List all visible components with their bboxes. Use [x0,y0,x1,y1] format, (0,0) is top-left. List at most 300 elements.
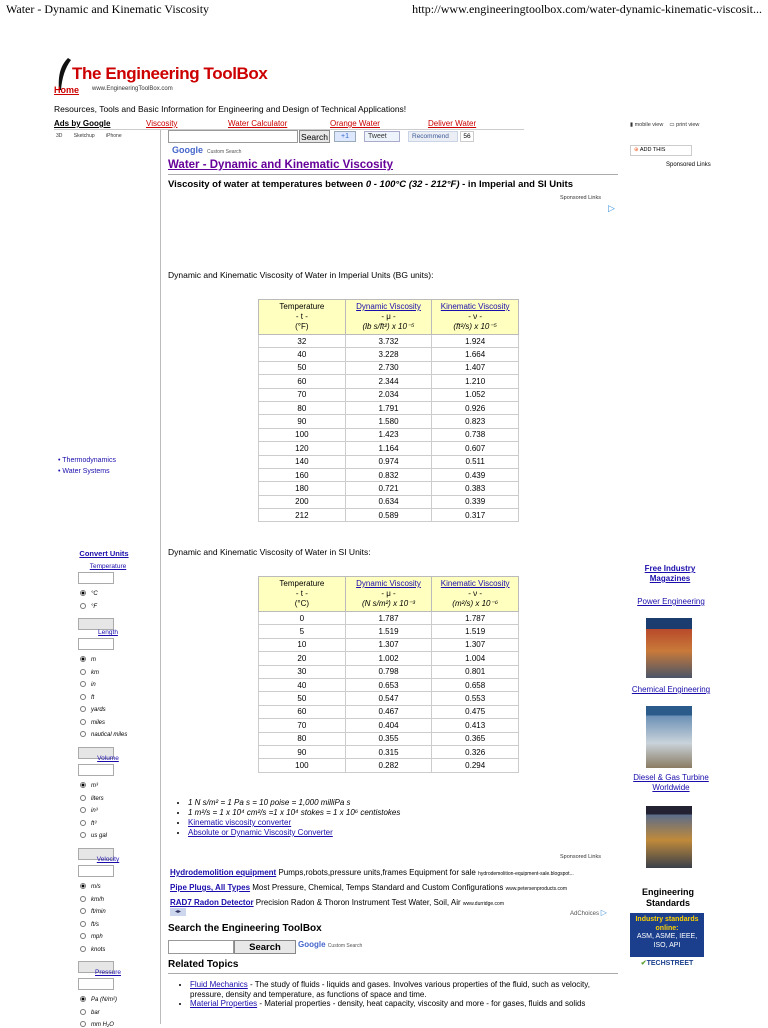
kinematic-viscosity-cell: 1.664 [432,348,519,361]
temperature-cell: 40 [259,678,346,691]
sponsored-links-label: Sponsored Links [666,162,711,168]
note-link-item [188,828,400,838]
logo-subtitle: www.EngineeringToolBox.com [92,86,173,92]
kinematic-viscosity-link[interactable]: Kinematic Viscosity [440,302,510,311]
dynamic-viscosity-cell: 0.315 [345,745,432,758]
dynamic-viscosity-link[interactable]: Dynamic Viscosity [356,579,421,588]
magazine-link-diesel-gas-turbine[interactable]: Diesel & Gas Turbine Worldwide [633,773,709,792]
temperature-cell: 70 [259,388,346,401]
power-engineering-cover[interactable] [646,618,692,678]
table-row [259,692,519,705]
unit-label: Pa (N/m²) [91,997,117,1003]
converter-label[interactable]: Velocity [96,856,120,863]
unit-label: miles [91,719,106,726]
mini-icon-row [56,133,132,139]
table-row [259,361,519,374]
3d-icon[interactable]: 3D [56,133,63,139]
diesel-gas-turbine-cover[interactable] [646,806,692,868]
heading-divider [168,174,618,175]
related-description: - The study of fluids - liquids and gases. Involves various properties of the fluid, such as velocity, pressure, density and temperature, as functions of space and time. [190,980,590,999]
converter-unit-option[interactable] [80,603,97,610]
converter-unit-option[interactable] [80,656,96,663]
radio-button[interactable] [80,820,86,826]
dynamic-viscosity-cell: 2.344 [345,375,432,388]
table-row [259,335,519,348]
table-row [259,638,519,651]
converter-label[interactable]: Volume [97,755,119,762]
table-row [259,495,519,508]
radio-button[interactable] [80,656,86,662]
custom-search-label: Custom Search [327,943,363,949]
header-unit: (ft²/s) x 10⁻⁵ [453,322,497,331]
radio-button[interactable] [80,908,86,914]
note-kinematic-units: • 1 m²/s = 1 x 10⁴ cm²/s =1 x 10⁴ stokes = 1 x 10⁶ centistokes [188,808,400,818]
converter-label[interactable]: Pressure [94,969,121,976]
temperature-cell: 90 [259,745,346,758]
ad-url[interactable]: hydrodemolition-equipment-sale.blogspot... [478,871,574,877]
search-toolbox-button[interactable]: Search [234,940,296,954]
subtitle-text: Viscosity of water at temperatures between [168,179,366,190]
ad-link-viscosity[interactable]: Viscosity [146,119,178,128]
temperature-cell: 0 [259,612,346,625]
kinematic-viscosity-cell: 0.294 [432,759,519,772]
related-link-fluid-mechanics[interactable]: Fluid Mechanics [190,980,248,989]
ad-nav-arrows-icon[interactable]: ◂▸ [170,908,186,916]
logo-title: The Engineering ToolBox [72,64,268,83]
search-button[interactable]: Search [299,130,330,143]
radio-button[interactable] [80,719,86,725]
col-dynamic-viscosity [345,577,432,612]
adchoices-text: AdChoices [570,911,600,917]
ad-text: Precision Radon & Thoron Instrument Test Water, Soil, Air [253,898,463,907]
converter-unit-option[interactable] [80,921,99,928]
temperature-cell: 120 [259,442,346,455]
recommend-count: 56 [460,131,474,142]
sidebar-item-water-systems[interactable]: • Water Systems [58,468,110,475]
home-link[interactable]: Home [54,85,80,95]
radio-button[interactable] [80,921,86,927]
print-page-url: http://www.engineeringtoolbox.com/water-dynamic-kinematic-viscosit... [412,2,762,16]
unit-label: mm H₂O [91,1022,114,1028]
kinematic-viscosity-cell: 0.326 [432,745,519,758]
google-logo: Google [172,145,203,155]
converter-unit-option[interactable] [80,807,98,814]
facebook-recommend-button[interactable]: Recommend [408,131,458,142]
table-row [259,652,519,665]
related-link-material-properties[interactable]: Material Properties [190,999,258,1008]
dynamic-viscosity-cell: 1.164 [345,442,432,455]
temperature-cell: 80 [259,732,346,745]
radio-button[interactable] [80,1009,86,1015]
col-kinematic-viscosity [432,300,519,335]
table-row [259,759,519,772]
tweet-button[interactable]: Tweet [364,131,400,142]
temperature-cell: 30 [259,665,346,678]
unit-label: ft³ [91,820,97,827]
converter-value-input[interactable] [78,572,114,584]
temperature-cell: 10 [259,638,346,651]
imperial-caption: Dynamic and Kinematic Viscosity of Water in Imperial Units (BG units): [168,270,434,280]
radio-button[interactable] [80,807,86,813]
dynamic-viscosity-cell: 0.974 [345,455,432,468]
header-unit: (°F) [295,322,309,331]
converter-unit-option[interactable] [80,820,96,827]
converter-label[interactable]: Temperature [89,563,127,570]
kinematic-viscosity-cell: 0.339 [432,495,519,508]
radio-button[interactable] [80,681,86,687]
radio-button[interactable] [80,782,86,788]
dynamic-viscosity-cell: 1.423 [345,428,432,441]
plus-icon: ⊕ [634,147,639,153]
table-row [259,678,519,691]
converter-unit-option[interactable] [80,590,98,597]
temperature-cell: 200 [259,495,346,508]
unit-label: yards [91,707,106,713]
print-view-label: print view [676,122,700,128]
unit-label: in [91,682,96,688]
unit-label: km [91,669,99,676]
table-row [259,442,519,455]
kinematic-viscosity-cell: 0.365 [432,732,519,745]
iphone-icon[interactable]: iPhone [106,133,122,139]
subtitle-range: 0 - 100°C (32 - 212°F) [365,179,460,190]
temperature-cell: 100 [259,759,346,772]
unit-label: bar [91,1009,100,1016]
si-caption: Dynamic and Kinematic Viscosity of Water in SI Units: [168,547,371,557]
engineering-standards-title: Engineering Standards [641,887,694,908]
kinematic-viscosity-cell: 1.924 [432,335,519,348]
google-custom-search-brand [172,145,241,155]
unit-label: knots [91,946,106,953]
temperature-cell: 50 [259,361,346,374]
kinematic-viscosity-cell: 0.553 [432,692,519,705]
temperature-cell: 40 [259,348,346,361]
radio-button[interactable] [80,669,86,675]
temperature-cell: 70 [259,719,346,732]
radio-button[interactable] [80,832,86,838]
temperature-cell: 140 [259,455,346,468]
converter-unit-option[interactable] [80,782,98,789]
related-topics-title: Related Topics [168,959,239,970]
header-label: Temperature [279,579,325,588]
kinematic-viscosity-cell: 1.407 [432,361,519,374]
sidebar-item-thermodynamics[interactable]: • Thermodynamics [58,457,116,464]
search-input[interactable] [168,130,298,143]
converter-value-input[interactable] [78,865,114,877]
sponsored-links-label: Sponsored Links [560,854,601,860]
kinematic-viscosity-cell: 1.052 [432,388,519,401]
dynamic-viscosity-cell: 2.730 [345,361,432,374]
header-symbol: - μ - [381,589,396,598]
radio-button[interactable] [80,933,86,939]
kinematic-viscosity-cell: 1.307 [432,638,519,651]
dynamic-viscosity-cell: 3.732 [345,335,432,348]
techstreet-standards: ASM, ASME, IEEE, ISO, API [636,933,698,949]
temperature-cell: 80 [259,401,346,414]
note-dynamic-units: • 1 N s/m² = 1 Pa s = 10 poise = 1,000 milliPa s [188,798,400,808]
radio-button[interactable] [80,795,86,801]
kinematic-viscosity-cell: 0.607 [432,442,519,455]
unit-label: °F [91,603,98,610]
unit-label: °C [91,591,98,597]
related-divider [168,973,618,974]
table-row [259,612,519,625]
note-link-item [188,818,400,828]
converter-value-input[interactable] [78,638,114,650]
site-tagline: Resources, Tools and Basic Information for Engineering and Design of Technical Applications! [54,104,407,114]
col-kinematic-viscosity [432,577,519,612]
unit-label: km/h [91,896,105,903]
table-row [259,348,519,361]
page-title[interactable]: Water - Dynamic and Kinematic Viscosity [168,159,393,171]
imperial-viscosity-table [258,299,519,522]
table-row [259,625,519,638]
ad-item[interactable] [170,896,620,911]
radio-button[interactable] [80,946,86,952]
unit-label: nautical miles [91,732,128,738]
related-topics-list [190,980,620,1009]
kinematic-viscosity-link[interactable]: Kinematic Viscosity [440,579,510,588]
header-unit: (°C) [294,599,310,608]
view-options [630,122,699,128]
radio-button[interactable] [80,694,86,700]
kinematic-viscosity-cell: 1.004 [432,652,519,665]
kinematic-converter-link[interactable]: Kinematic viscosity converter [188,818,292,827]
kinematic-viscosity-cell: 1.210 [432,375,519,388]
magazine-link-chemical-engineering[interactable]: Chemical Engineering [631,685,711,694]
dynamic-viscosity-cell: 0.798 [345,665,432,678]
ad-title[interactable]: RAD7 Radon Detector [170,898,254,907]
kinematic-viscosity-cell: 0.413 [432,719,519,732]
ads-by-google[interactable]: Ads by Google [54,119,111,128]
sidebar-links [58,455,116,477]
dynamic-converter-link[interactable]: Absolute or Dynamic Viscosity Converter [188,828,333,837]
related-description: - Material properties - density, heat capacity, viscosity and more - for gases, fluids and solids [257,999,586,1008]
table-row [259,665,519,678]
left-column-divider [160,130,161,1024]
table-row [259,719,519,732]
converter-unit-option[interactable] [80,731,127,738]
temperature-cell: 60 [259,705,346,718]
sponsored-links-label: Sponsored Links [560,195,601,201]
converter-unit-option[interactable] [80,832,107,839]
unit-label: ft [91,694,95,701]
ad-url[interactable]: www.petersenproducts.com [505,886,567,892]
ad-text: Pumps,robots,pressure units,frames Equipment for sale [276,868,479,877]
table-row [259,509,519,522]
site-logo[interactable] [54,58,274,98]
temperature-cell: 180 [259,482,346,495]
table-row [259,745,519,758]
addthis-label: ADD THIS [639,147,666,153]
table-row [259,401,519,414]
radio-button[interactable] [80,883,86,889]
dynamic-viscosity-cell: 0.467 [345,705,432,718]
convert-units-title[interactable]: Convert Units [79,549,129,558]
google-logo: Google [298,940,326,949]
dynamic-viscosity-cell: 0.721 [345,482,432,495]
converter-unit-option[interactable] [80,669,99,676]
unit-label: m [91,657,96,663]
free-magazines-link[interactable]: Free Industry Magazines [644,564,696,583]
dynamic-viscosity-cell: 0.282 [345,759,432,772]
converter-unit-option[interactable] [80,719,105,726]
ad-link-deliver-water[interactable]: Deliver Water [428,119,477,128]
unit-label: in³ [91,808,98,814]
dynamic-viscosity-cell: 3.228 [345,348,432,361]
google-plus-button[interactable]: +1 [334,131,356,142]
print-page-title: Water - Dynamic and Kinematic Viscosity [6,2,210,16]
temperature-cell: 32 [259,335,346,348]
temperature-cell: 212 [259,509,346,522]
table-row [259,388,519,401]
converter-unit-option[interactable] [80,933,103,940]
converter-unit-option[interactable] [80,896,104,903]
converter-unit-option[interactable] [80,1009,100,1016]
chemical-engineering-cover[interactable] [646,706,692,768]
kinematic-viscosity-cell: 0.475 [432,705,519,718]
techstreet-check-icon: ✔ [640,960,647,967]
ad-link-orange-water[interactable]: Orange Water [330,119,380,128]
search-toolbox-input[interactable] [168,940,234,954]
unit-notes-list [188,798,400,838]
converter-unit-option[interactable] [80,795,104,802]
techstreet-ad[interactable] [630,913,704,971]
dynamic-viscosity-cell: 0.589 [345,509,432,522]
adchoices-icon[interactable]: ▷ [608,203,615,213]
radio-button[interactable] [80,896,86,902]
dynamic-viscosity-cell: 1.580 [345,415,432,428]
magazine-link-power-engineering[interactable]: Power Engineering [637,597,705,606]
converter-unit-option[interactable] [80,996,117,1003]
header-unit: (m²/s) x 10⁻⁶ [452,599,499,608]
unit-label: m³ [91,783,98,789]
radio-button[interactable] [80,1021,86,1027]
ad-link-water-calculator[interactable]: Water Calculator [228,119,288,128]
dynamic-viscosity-cell: 0.832 [345,468,432,481]
temperature-cell: 5 [259,625,346,638]
page-subtitle [168,179,573,190]
radio-button[interactable] [80,731,86,737]
converter-label[interactable]: Length [98,629,118,636]
table-row [259,375,519,388]
table-row [259,468,519,481]
text-ads [170,866,620,911]
header-unit: (N s/m²) x 10⁻³ [361,599,416,608]
table-row [259,482,519,495]
converter-value-input[interactable] [78,764,114,776]
kinematic-viscosity-cell: 0.738 [432,428,519,441]
temperature-cell: 90 [259,415,346,428]
ad-url[interactable]: www.durridge.com [462,901,504,907]
temperature-cell: 50 [259,692,346,705]
search-toolbox-title: Search the Engineering ToolBox [168,923,322,934]
kinematic-viscosity-cell: 0.801 [432,665,519,678]
kinematic-viscosity-cell: 0.317 [432,509,519,522]
si-viscosity-table [258,576,519,773]
printer-icon: ▭ [669,122,675,128]
ad-title[interactable]: Pipe Plugs, All Types [170,883,251,892]
dynamic-viscosity-cell: 1.519 [345,625,432,638]
kinematic-viscosity-cell: 1.787 [432,612,519,625]
dynamic-viscosity-cell: 1.791 [345,401,432,414]
mobile-view-label: mobile view [634,122,664,128]
table-row [259,415,519,428]
temperature-cell: 60 [259,375,346,388]
adchoices-label[interactable] [570,908,607,917]
temperature-cell: 100 [259,428,346,441]
techstreet-brand: TECHSTREET [646,960,694,967]
dynamic-viscosity-cell: 1.787 [345,612,432,625]
dynamic-viscosity-cell: 0.547 [345,692,432,705]
kinematic-viscosity-cell: 0.658 [432,678,519,691]
converter-unit-option[interactable] [80,908,106,915]
header-symbol: - t - [295,589,308,598]
header-symbol: - ν - [468,589,483,598]
kinematic-viscosity-cell: 0.926 [432,401,519,414]
radio-button[interactable] [80,996,86,1002]
addthis-button[interactable] [630,145,692,156]
kinematic-viscosity-cell: 0.511 [432,455,519,468]
converter-unit-option[interactable] [80,694,94,701]
top-ad-links [54,119,524,129]
kinematic-viscosity-cell: 0.823 [432,415,519,428]
techstreet-headline: Industry standards online: [635,916,699,932]
related-item [190,999,620,1009]
adchoices-icon: ▷ [600,908,607,917]
sketchup-icon[interactable]: Sketchup [73,133,95,139]
radio-button[interactable] [80,590,86,596]
dynamic-viscosity-cell: 1.307 [345,638,432,651]
radio-button[interactable] [80,603,86,609]
temperature-cell: 160 [259,468,346,481]
google-custom-search-brand [298,940,362,949]
converter-unit-option[interactable] [80,706,106,713]
header-label: Temperature [279,302,325,311]
ad-item[interactable] [170,881,620,896]
dynamic-viscosity-cell: 0.404 [345,719,432,732]
dynamic-viscosity-cell: 0.653 [345,678,432,691]
converter-value-input[interactable] [78,978,114,990]
col-dynamic-viscosity [345,300,432,335]
converter-unit-option[interactable] [80,883,101,890]
mobile-view-link[interactable] [630,122,663,128]
related-item [190,980,620,999]
table-row [259,455,519,468]
mobile-icon: ▮ [630,122,634,128]
table-row [259,705,519,718]
kinematic-viscosity-cell: 1.519 [432,625,519,638]
custom-search-label: Custom Search [207,149,242,155]
unit-label: ft/min [91,909,106,915]
header-symbol: - ν - [468,312,483,321]
converter-unit-option[interactable] [80,946,105,953]
dynamic-viscosity-link[interactable]: Dynamic Viscosity [356,302,421,311]
temperature-cell: 20 [259,652,346,665]
unit-label: mph [91,934,103,940]
unit-label: ft/s [91,921,100,928]
print-view-link[interactable] [669,122,699,128]
ad-item[interactable] [170,866,620,881]
dynamic-viscosity-cell: 1.002 [345,652,432,665]
subtitle-units: - in Imperial and SI Units [459,179,573,190]
table-row [259,428,519,441]
converter-unit-option[interactable] [80,1021,114,1028]
ad-title[interactable]: Hydrodemolition equipment [170,868,277,877]
converter-unit-option[interactable] [80,681,96,688]
dynamic-viscosity-cell: 0.355 [345,732,432,745]
radio-button[interactable] [80,706,86,712]
